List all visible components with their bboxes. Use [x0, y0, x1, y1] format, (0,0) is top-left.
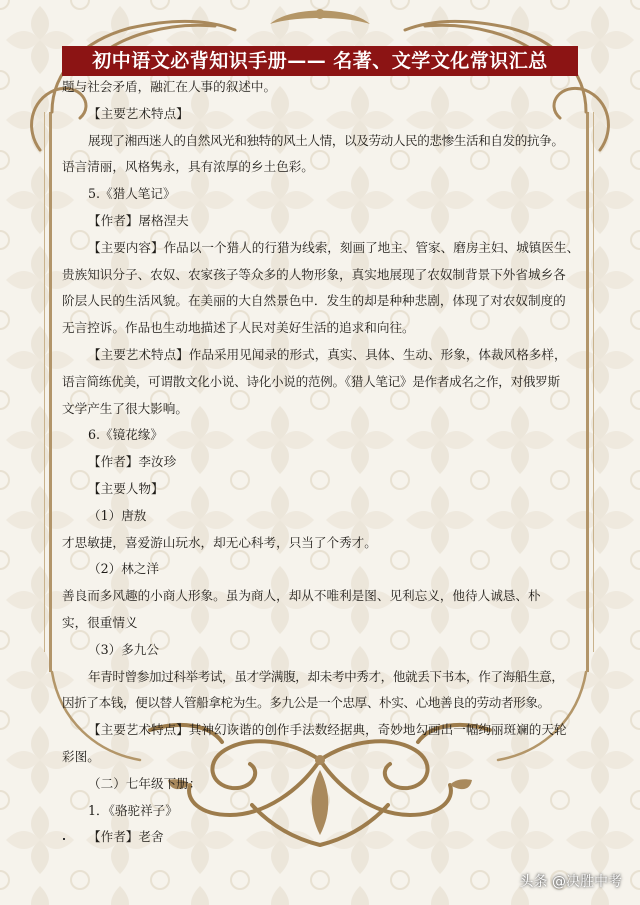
book-title: 6.《镜花缘》 — [88, 427, 163, 443]
text-line: 【主要内容】作品以一个猎人的行猎为线索，刻画了地主、管家、磨房主妇、城镇医生、 — [88, 239, 580, 255]
stray-dot — [63, 838, 65, 840]
text-line: 贵族知识分子、农奴、农家孩子等众多的人物形象，真实地展现了农奴制背景下外省城乡各 — [62, 266, 566, 282]
book-title: 1．《骆驼祥子》 — [88, 802, 178, 818]
section-heading-characters: 【主要人物】 — [88, 480, 164, 496]
page-title-banner — [62, 46, 578, 76]
subsection-heading: （二）七年级下册： — [88, 775, 202, 791]
text-line: 年青时曾参加过科举考试，虽才学满腹，却未考中秀才，他就丢下书本，作了海船生意， — [88, 668, 564, 684]
author-line: 【作者】李汝珍 — [88, 454, 177, 470]
book-title: 5.《猎人笔记》 — [88, 186, 176, 202]
character-name: （1）唐敖 — [88, 507, 147, 523]
text-line: 彩图。 — [62, 748, 100, 764]
text-line: 语言清丽，风格隽永，具有浓厚的乡土色彩。 — [62, 159, 314, 175]
character-name: （3）多九公 — [88, 641, 159, 657]
text-line: 【主要艺术特点】作品采用见闻录的形式，真实、具体、生动、形象，体裁风格多样， — [88, 346, 567, 362]
author-line: 【作者】屠格涅夫 — [88, 212, 189, 228]
text-line: 【主要艺术特点】其神幻诙谐的创作手法数经据典，奇妙地勾画出一幅绚丽斑斓的天轮 — [88, 722, 567, 738]
source-watermark: 头条 @决胜中考 — [519, 874, 622, 890]
text-line: 实，很重情义 — [62, 614, 138, 630]
text-line: 才思敏捷，喜爱游山玩水，却无心科考，只当了个秀才。 — [62, 534, 377, 550]
text-line: 阶层人民的生活风貌。在美丽的大自然景色中．发生的却是种种悲剧，体现了对农奴制度的 — [62, 293, 566, 309]
text-line: 语言简练优美，可谓散文化小说、诗化小说的范例。《猎人笔记》是作者成名之作，对俄罗斯 — [62, 373, 560, 389]
document-body — [62, 74, 584, 851]
text-line: 无言控诉。作品也生动地描述了人民对美好生活的追求和向往。 — [62, 320, 415, 336]
page-title: 初中语文必背知识手册—— 名著、文学文化常识汇总 — [92, 50, 548, 72]
text-line: 展现了湘西迷人的自然风光和独特的风土人情，以及劳动人民的悲惨生活和自发的抗争。 — [88, 132, 564, 148]
author-line: 【作者】老舍 — [88, 829, 164, 845]
text-line: 题与社会矛盾，融汇在人事的叙述中。 — [62, 79, 277, 94]
section-heading-art: 【主要艺术特点】 — [88, 105, 189, 121]
character-name: （2）林之洋 — [88, 561, 159, 577]
text-line: 因折了本钱，便以替人管船拿柁为生。多九公是一个忠厚、朴实、心地善良的劳动者形象。 — [62, 695, 550, 711]
text-line: 文学产生了很大影响。 — [62, 400, 188, 416]
text-line: 善良而多风趣的小商人形象。虽为商人，却从不唯利是图、见利忘义，他待人诚恳、朴 — [62, 588, 541, 604]
